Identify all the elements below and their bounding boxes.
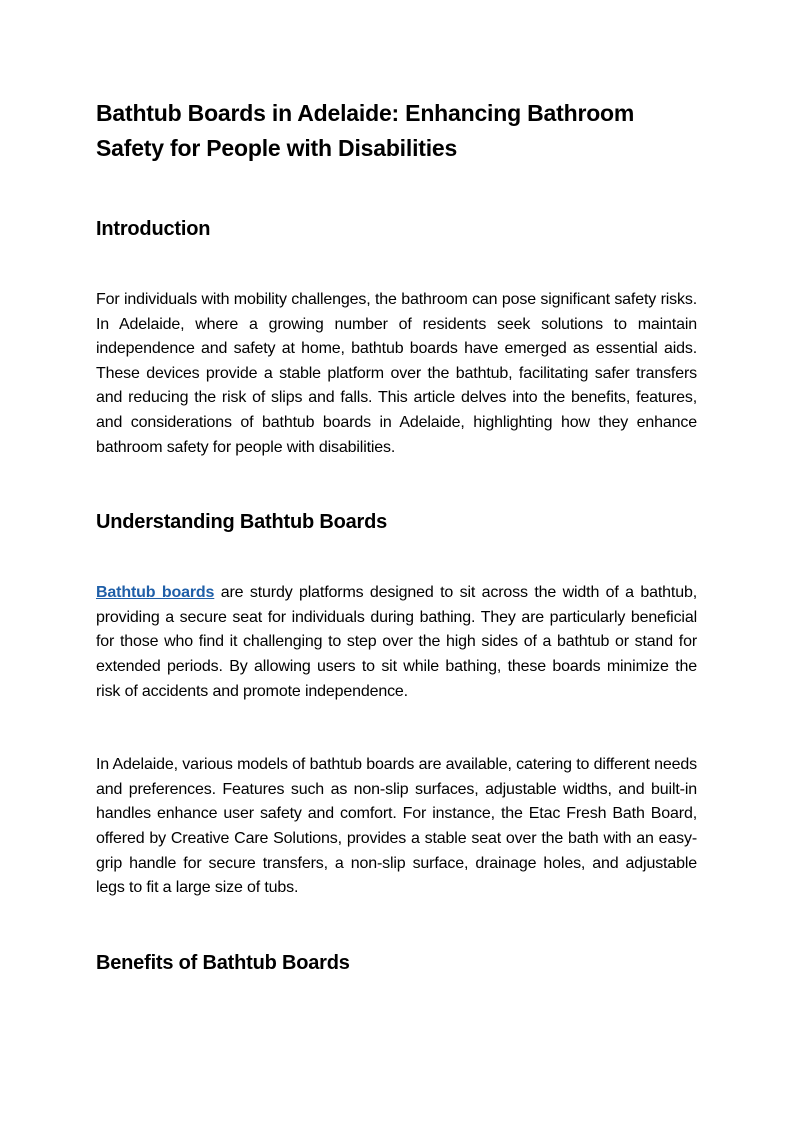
- document-page: [96, 96, 697, 978]
- understanding-heading: Understanding Bathtub Boards: [96, 511, 388, 534]
- benefits-heading: Benefits of Bathtub Boards: [96, 951, 350, 974]
- understanding-paragraph-1-text: are sturdy platforms designed to sit across the width of a bathtub, providing a secure seat for individuals during bathing. They are particularly beneficial for those who find it challenging to step over the high sides of a bathtub or stand for extended periods. By allowing users to sit while bathing, these boards minimize the risk of accidents and promote independence.: [96, 584, 698, 700]
- understanding-paragraph-1: [96, 581, 697, 704]
- understanding-paragraph-2: In Adelaide, various models of bathtub boards are available, catering to different needs and preferences. Features such as non-slip surfaces, adjustable widths, and built-in handles enhance user safety and comfort. For instance, the Etac Fresh Bath Board, offered by Creative Care Solutions, provides a stable seat over the bath with an easy-grip handle for secure transfers, a non-slip surface, drainage holes, and adjustable legs to fit a large size of tubs.: [96, 756, 697, 897]
- page-title: Bathtub Boards in Adelaide: Enhancing Bathroom Safety for People with Disabilities: [96, 100, 635, 161]
- introduction-heading: Introduction: [96, 218, 211, 240]
- bathtub-boards-link[interactable]: Bathtub boards: [96, 584, 215, 602]
- introduction-paragraph: For individuals with mobility challenges, the bathroom can pose significant safety risks. In Adelaide, where a growing number of residents seek solutions to maintain independence and safety at home, bathtub boards have emerged as essential aids. These devices provide a stable platform over the bathtub, facilitating safer transfers and reducing the risk of slips and falls. This article delves into the benefits, features, and considerations of bathtub boards in Adelaide, highlighting how they enhance bathroom safety for people with disabilities.: [96, 291, 697, 456]
